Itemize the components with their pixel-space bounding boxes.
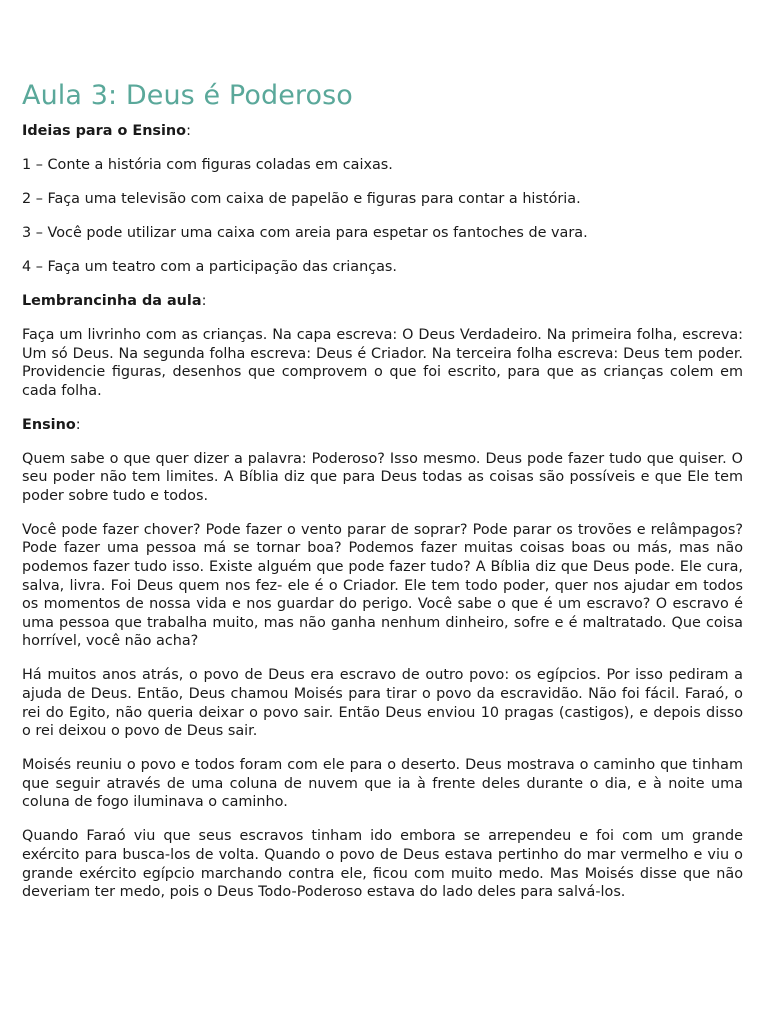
lembrancinha-heading-colon: : [201,292,207,309]
section-heading-ideias [22,122,743,141]
ideia-item-1: 1 – Conte a história com figuras coladas em caixas. [22,156,393,173]
ideia-item-2: 2 – Faça uma televisão com caixa de papelão e figuras para contar a história. [22,190,581,207]
ensino-paragraph-4: Moisés reuniu o povo e todos foram com ele para o deserto. Deus mostrava o caminho que tinham que seguir através de uma coluna de nuvem que ia à frente deles durante o dia, e à noite uma coluna de fogo iluminava o caminho. [22,757,743,811]
page-title: Aula 3: Deus é Poderoso [22,80,353,111]
lembrancinha-heading-text: Lembrancinha da aula [22,292,202,309]
ensino-heading-text: Ensino [22,416,76,433]
document-page [22,78,743,917]
ideias-heading-text: Ideias para o Ensino [22,123,187,139]
ensino-paragraph-1: Quem sabe o que quer dizer a palavra: Poderoso? Isso mesmo. Deus pode fazer tudo que quiser. O seu poder não tem limites. A Bíblia diz que para Deus todas as coisas são possíveis e que Ele tem poder sobre tudo e todos. [22,450,743,504]
ideia-item-4: 4 – Faça um teatro com a participação das crianças. [22,258,398,275]
ensino-paragraph-5: Quando Faraó viu que seus escravos tinham ido embora se arrependeu e foi com um grande exército para busca-los de volta. Quando o povo de Deus estava pertinho do mar vermelho e viu o grande exército egípcio marchando contra ele, ficou com muito medo. Mas Moisés disse que não deveriam ter medo, pois o Deus Todo-Poderoso estava do lado deles para salvá-los. [22,828,743,901]
section-heading-ensino [22,416,743,435]
ensino-paragraph-2: Você pode fazer chover? Pode fazer o vento parar de soprar? Pode parar os trovões e relâmpagos? Pode fazer uma pessoa má se tornar boa? Podemos fazer muitas coisas boas ou más, mas não podemos fazer tudo isso. Existe alguém que pode fazer tudo? A Bíblia diz que Deus pode. Ele cura, salva, livra. Foi Deus quem nos fez- ele é o Criador. Ele tem todo poder, quer nos ajudar em todos os momentos de nossa vida e nos guardar do perigo. Você sabe o que é um escravo? O escravo é uma pessoa que trabalha muito, mas não ganha nenhum dinheiro, sofre e é maltratado. Que coisa horrível, você não acha? [22,521,743,650]
ideia-item-3: 3 – Você pode utilizar uma caixa com areia para espetar os fantoches de vara. [22,224,588,241]
ensino-heading-colon: : [75,416,81,433]
section-heading-lembrancinha [22,292,743,311]
ensino-paragraph-3: Há muitos anos atrás, o povo de Deus era escravo de outro povo: os egípcios. Por isso pediram a ajuda de Deus. Então, Deus chamou Moisés para tirar o povo da escravidão. Não foi fácil. Faraó, o rei do Egito, não queria deixar o povo sair. Então Deus enviou 10 pragas (castigos), e depois disso o rei deixou o povo de Deus sair. [22,667,743,740]
ideias-heading-colon: : [186,123,191,139]
lembrancinha-paragraph: Faça um livrinho com as crianças. Na capa escreva: O Deus Verdadeiro. Na primeira folha, escreva: Um só Deus. Na segunda folha escreva: Deus é Criador. Na terceira folha escreva: Deus tem poder. Providencie figuras, desenhos que comprovem o que foi escrito, para que as crianças colem em cada folha. [22,326,743,399]
